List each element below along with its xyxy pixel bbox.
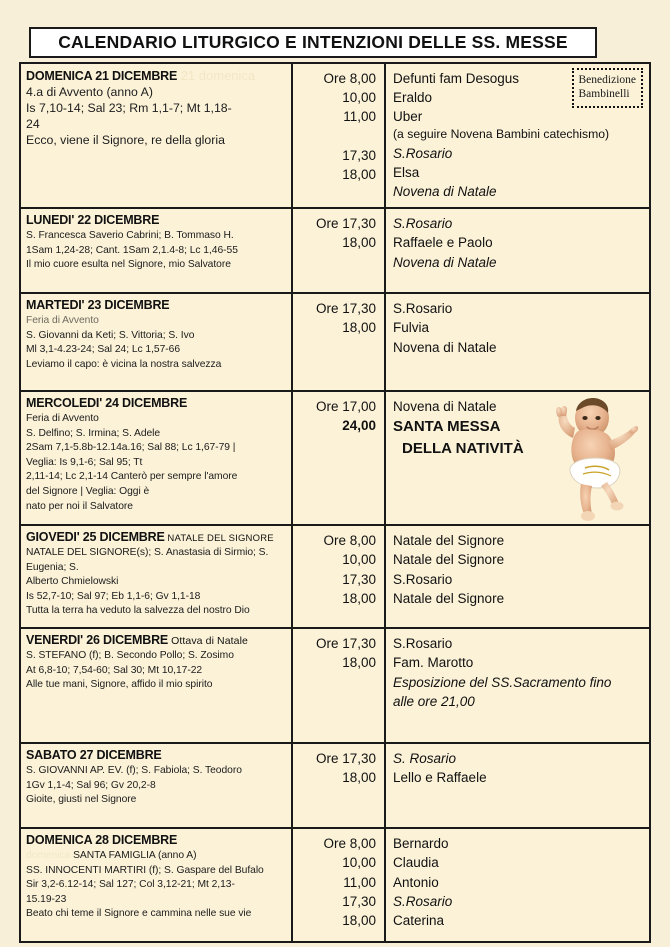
calendar-row <box>21 629 649 744</box>
day-detail-line: 2Sam 7,1-5.8b-12.14a.16; Sal 88; Lc 1,67-79 | <box>26 442 236 454</box>
day-cell-martedi-23-dicembre <box>21 294 293 390</box>
day-detail-line: S. Giovanni da Keti; S. Vittoria; S. Ivo <box>26 329 195 341</box>
liturgical-calendar-table <box>19 62 651 943</box>
intention-cell-martedi-23-dicembre <box>386 294 649 390</box>
mass-intention: Fam. Marotto <box>393 655 474 671</box>
day-detail-line: S. GIOVANNI AP. EV. (f); S. Fabiola; S. Teodoro <box>26 764 242 776</box>
intention-cell-mercoledi-24-dicembre <box>386 392 649 524</box>
day-detail-line: Il mio cuore esulta nel Signore, mio Salvatore <box>26 259 231 271</box>
day-detail-line: del Signore | Veglia: Oggi è <box>26 485 150 497</box>
day-cell-mercoledi-24-dicembre <box>21 392 293 524</box>
benedizione-bambinelli-badge <box>572 68 643 108</box>
mass-time <box>298 126 376 145</box>
mass-time: Ore 17,30 <box>315 636 376 652</box>
day-detail-line: S. Delfino; S. Irmina; S. Adele <box>26 427 161 439</box>
mass-intention: Lello e Raffaele <box>393 770 487 786</box>
time-cell-mercoledi-24-dicembre <box>293 392 386 524</box>
time-cell-martedi-23-dicembre <box>293 294 386 390</box>
day-cell-lunedi-22-dicembre <box>21 209 293 292</box>
day-detail-line: Ml 3,1-4.23-24; Sal 24; Lc 1,57-66 <box>26 344 180 356</box>
day-cell-domenica-21-dicembre <box>21 64 293 207</box>
mass-time: 18,00 <box>342 235 376 251</box>
mass-intention: Bernardo <box>393 836 449 852</box>
day-detail-line: SS. INNOCENTI MARTIRI (f); S. Gaspare del Bufalo <box>26 864 264 876</box>
day-detail-line: Ecco, viene il Signore, re della gloria <box>26 132 225 147</box>
mass-intention: Novena di Natale <box>393 339 497 355</box>
day-detail-line: 2,11-14; Lc 2,1-14 Canterò per sempre l'amore <box>26 471 238 483</box>
mass-intention: Natale del Signore <box>393 552 505 568</box>
mass-time: Ore 17,30 <box>315 301 376 317</box>
mass-intention: Caterina <box>393 912 445 928</box>
mass-time: 11,00 <box>343 874 376 890</box>
day-detail-line: 24 <box>26 116 40 131</box>
day-detail-line: Feria di Avvento <box>26 314 99 326</box>
day-header-suffix: Ottava di Natale <box>168 635 248 648</box>
mass-intention: S.Rosario <box>393 216 453 232</box>
mass-time: Ore 8,00 <box>323 836 376 852</box>
calendar-row <box>21 209 649 294</box>
mass-intention: Defunti fam Desogus <box>393 71 520 86</box>
day-header-ghost: 21 domenica <box>177 68 256 83</box>
intention-cell-venerdi-26-dicembre <box>386 629 649 742</box>
day-header: DOMENICA 28 DICEMBRE <box>26 833 178 848</box>
day-detail-line: S. Francesca Saverio Cabrini; B. Tommaso H. <box>26 229 234 241</box>
mass-time: Ore 8,00 <box>323 533 376 549</box>
day-detail-line: Tutta la terra ha veduto la salvezza del nostro Dio <box>26 605 250 617</box>
mass-intention: SANTA MESSA <box>393 418 501 436</box>
mass-time: Ore 17,30 <box>315 751 376 767</box>
mass-intention: Esposizione del SS.Sacramento fino <box>393 674 612 690</box>
mass-time: 17,30 <box>342 571 376 587</box>
day-cell-domenica-28-dicembre <box>21 829 293 941</box>
mass-time: 10,00 <box>342 90 376 106</box>
mass-intention: Eraldo <box>393 90 433 106</box>
mass-intention: Natale del Signore <box>393 533 505 549</box>
calendar-row <box>21 744 649 829</box>
calendar-row <box>21 64 649 209</box>
day-detail-line: S. STEFANO (f); B. Secondo Pollo; S. Zosimo <box>26 649 234 661</box>
mass-time: 17,30 <box>342 893 376 909</box>
time-cell-sabato-27-dicembre <box>293 744 386 827</box>
day-detail-line: NATALE DEL SIGNORE(s); S. Anastasia di Sirmio; S. <box>26 546 269 558</box>
day-detail-line: Veglia: Is 9,1-6; Sal 95; Tt <box>26 456 143 468</box>
mass-time: 18,00 <box>342 166 376 182</box>
day-detail-line: Alberto Chmielowski <box>26 576 119 588</box>
mass-time: 24,00 <box>342 418 376 434</box>
mass-time: 18,00 <box>342 320 376 336</box>
mass-time: 10,00 <box>342 855 376 871</box>
intention-cell-sabato-27-dicembre <box>386 744 649 827</box>
mass-intention: Claudia <box>393 855 439 871</box>
intention-cell-lunedi-22-dicembre <box>386 209 649 292</box>
mass-time: 18,00 <box>342 590 376 606</box>
intention-cell-domenica-28-dicembre <box>386 829 649 941</box>
day-detail-line: Is 52,7-10; Sal 97; Eb 1,1-6; Gv 1,1-18 <box>26 590 201 602</box>
calendar-row <box>21 829 649 941</box>
mass-time: 18,00 <box>342 655 376 671</box>
day-detail-line: 4.a di Avvento (anno A) <box>26 84 153 99</box>
mass-intention: Novena di Natale <box>393 399 497 415</box>
day-header: DOMENICA 21 DICEMBRE 21 domenica <box>26 68 256 83</box>
intention-cell-domenica-21-dicembre <box>386 64 649 207</box>
day-detail-line: nato per noi il Salvatore <box>26 500 133 512</box>
mass-time: 11,00 <box>343 109 376 125</box>
mass-intention: Novena di Natale <box>393 254 497 270</box>
day-detail-line: Sir 3,2-6.12-14; Sal 127; Col 3,12-21; Mt 2,13- <box>26 879 235 891</box>
mass-intention: Natale del Signore <box>393 590 505 606</box>
calendar-row <box>21 294 649 392</box>
day-header: MERCOLEDI' 24 DICEMBRE <box>26 396 188 411</box>
badge-line-1: Benedizione <box>578 74 636 86</box>
mass-intention: Fulvia <box>393 320 430 336</box>
day-cell-sabato-27-dicembre <box>21 744 293 827</box>
time-cell-domenica-21-dicembre <box>293 64 386 207</box>
day-detail-line: At 6,8-10; 7,54-60; Sal 30; Mt 10,17-22 <box>26 664 203 676</box>
day-detail-line: 1Sam 1,24-28; Cant. 1Sam 2,1.4-8; Lc 1,46-55 <box>26 244 238 256</box>
badge-line-2: Bambinelli <box>578 88 630 101</box>
mass-time: 18,00 <box>342 912 376 928</box>
day-detail-line: Leviamo il capo: è vicina la nostra salvezza <box>26 358 222 370</box>
calendar-row <box>21 526 649 629</box>
day-header: VENERDI' 26 DICEMBRE Ottava di Natale <box>26 633 248 648</box>
time-cell-giovedi-25-dicembre <box>293 526 386 627</box>
day-detail-ghost: domenica <box>26 849 74 861</box>
mass-time: Ore 17,00 <box>315 399 376 415</box>
intention-cell-giovedi-25-dicembre <box>386 526 649 627</box>
day-detail-line: Eugenia; S. <box>26 561 79 573</box>
mass-intention: Elsa <box>393 164 420 180</box>
day-detail-line: Feria di Avvento <box>26 412 99 424</box>
mass-intention: S.Rosario <box>393 145 453 161</box>
mass-intention: Novena di Natale <box>393 184 497 200</box>
page-title: CALENDARIO LITURGICO E INTENZIONI DELLE SS. MESSE <box>58 32 568 52</box>
time-cell-venerdi-26-dicembre <box>293 629 386 742</box>
mass-intention: alle ore 21,00 <box>393 693 475 709</box>
page-title-box <box>29 27 597 58</box>
time-cell-domenica-28-dicembre <box>293 829 386 941</box>
day-detail-line: Beato chi teme il Signore e cammina nelle sue vie <box>26 908 252 920</box>
calendar-row <box>21 392 649 526</box>
mass-time: 17,30 <box>342 147 376 163</box>
day-header-suffix: NATALE DEL SIGNORE <box>164 533 274 545</box>
day-detail-line: Gioite, giusti nel Signore <box>26 794 137 806</box>
mass-intention: (a seguire Novena Bambini catechismo) <box>393 127 610 142</box>
day-detail-line: Is 7,10-14; Sal 23; Rm 1,1-7; Mt 1,18- <box>26 100 232 115</box>
day-cell-giovedi-25-dicembre <box>21 526 293 627</box>
mass-intention: Raffaele e Paolo <box>393 235 493 251</box>
mass-intention: Antonio <box>393 874 439 890</box>
day-detail-line: 1Gv 1,1-4; Sal 96; Gv 20,2-8 <box>26 779 156 791</box>
day-header: LUNEDI' 22 DICEMBRE <box>26 213 160 228</box>
mass-intention: S.Rosario <box>393 636 453 652</box>
mass-time: Ore 8,00 <box>323 71 376 86</box>
day-header: MARTEDI' 23 DICEMBRE <box>26 298 170 313</box>
mass-intention: S.Rosario <box>393 301 453 317</box>
time-cell-lunedi-22-dicembre <box>293 209 386 292</box>
mass-intention: S. Rosario <box>393 751 457 767</box>
mass-time: Ore 17,30 <box>315 216 376 232</box>
mass-intention: DELLA NATIVITÀ <box>402 439 524 457</box>
day-header: GIOVEDI' 25 DICEMBRE NATALE DEL SIGNORE <box>26 530 274 545</box>
day-header: SABATO 27 DICEMBRE <box>26 748 162 763</box>
day-detail-line: 15.19-23 <box>26 893 67 905</box>
day-detail-line: Alle tue mani, Signore, affido il mio spirito <box>26 679 213 691</box>
mass-intention: Uber <box>393 109 423 125</box>
mass-time: 18,00 <box>342 770 376 786</box>
day-cell-venerdi-26-dicembre <box>21 629 293 742</box>
day-detail-line: domenica SANTA FAMIGLIA (anno A) <box>26 849 197 861</box>
mass-intention: S.Rosario <box>393 571 453 587</box>
mass-time: 10,00 <box>342 552 376 568</box>
mass-intention: S.Rosario <box>393 893 453 909</box>
